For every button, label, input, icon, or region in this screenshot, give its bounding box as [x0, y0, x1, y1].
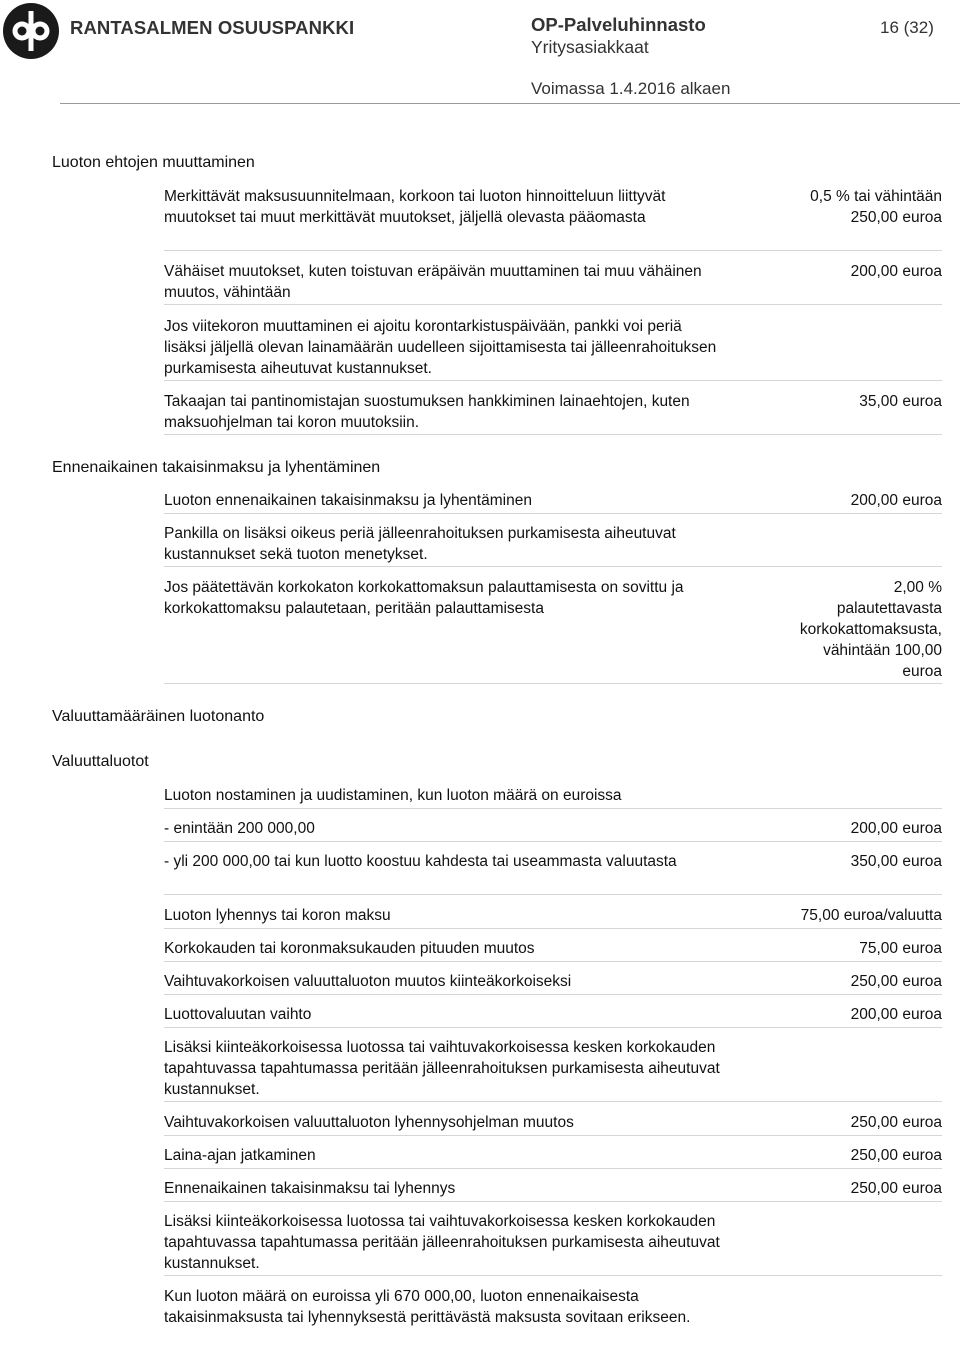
row-price: 200,00 euroa: [850, 492, 942, 509]
section-title-muuttaminen: Luoton ehtojen muuttaminen: [52, 154, 255, 171]
document-subtitle: Yritysasiakkaat: [531, 37, 649, 57]
price-row: [164, 261, 942, 305]
price-row: [164, 1037, 942, 1102]
row-price: 200,00 euroa: [850, 820, 942, 837]
row-price: 250,00 euroa: [850, 1147, 942, 1164]
row-description: Kun luoton määrä on euroissa yli 670 000,00, luoton ennenaikaisesta takaisinmaksusta tai lyhennyksestä perittävästä maksusta sovitaan erikseen.: [164, 1288, 691, 1326]
page-number: 16 (32): [880, 18, 934, 37]
price-row: [164, 1286, 942, 1349]
price-row: [164, 490, 942, 514]
row-description: Luoton ennenaikainen takaisinmaksu ja lyhentäminen: [164, 492, 532, 509]
price-row: [164, 186, 942, 251]
price-row: [164, 1145, 942, 1169]
document-title: OP-Palveluhinnasto: [531, 14, 706, 35]
header-divider: [60, 103, 960, 104]
row-description: Vaihtuvakorkoisen valuuttaluoton muutos kiinteäkorkoiseksi: [164, 973, 572, 990]
row-description: Laina-ajan jatkaminen: [164, 1147, 316, 1164]
section-title-ennenaikainen: Ennenaikainen takaisinmaksu ja lyhentäminen: [52, 459, 381, 476]
row-description: - enintään 200 000,00: [164, 820, 315, 837]
price-row: [164, 1211, 942, 1276]
price-row: [164, 905, 942, 929]
price-row: [164, 577, 942, 684]
row-description: Takaajan tai pantinomistajan suostumuksen hankkiminen lainaehtojen, kuten maksuohjelman tai koron muutoksiin.: [164, 393, 690, 431]
price-row: [164, 938, 942, 962]
op-logo-icon: [2, 2, 60, 60]
price-row: [164, 971, 942, 995]
row-price: 350,00 euroa: [850, 853, 942, 870]
row-description: Lisäksi kiinteäkorkoisessa luotossa tai vaihtuvakorkoisessa kesken korkokauden tapahtuvassa tapahtumassa peritään jälleenrahoituksen purkamisesta aiheutuvat kustannukset.: [164, 1213, 720, 1272]
row-description: Merkittävät maksusuunnitelmaan, korkoon tai luoton hinnoitteluun liittyvät muutokset tai muut merkittävät muutokset, jäljellä olevasta pääomasta: [164, 188, 666, 226]
row-price: 250,00 euroa: [850, 1180, 942, 1197]
row-description: Jos viitekoron muuttaminen ei ajoitu korontarkistuspäivään, pankki voi periä lisäksi jäljellä olevan lainamäärän uudelleen sijoittamisesta tai jälleenrahoituksen purkamisesta aiheutuvat kustannukset.: [164, 318, 717, 377]
row-price: 75,00 euroa/valuutta: [800, 907, 942, 924]
row-description: Vaihtuvakorkoisen valuuttaluoton lyhennysohjelman muutos: [164, 1114, 574, 1131]
row-price: 200,00 euroa: [850, 263, 942, 280]
row-price: 35,00 euroa: [859, 393, 942, 410]
row-description: Korkokauden tai koronmaksukauden pituuden muutos: [164, 940, 535, 957]
validity-date: Voimassa 1.4.2016 alkaen: [531, 79, 731, 98]
row-description: Ennenaikainen takaisinmaksu tai lyhennys: [164, 1180, 456, 1197]
price-row: [164, 1178, 942, 1202]
page-header: [0, 0, 960, 110]
row-description: Luottovaluutan vaihto: [164, 1006, 312, 1023]
row-price: 2,00 % palautettavasta korkokattomaksusta, vähintään 100,00 euroa: [799, 579, 942, 680]
row-price: 0,5 % tai vähintään 250,00 euroa: [810, 188, 942, 226]
row-description: Jos päätettävän korkokaton korkokattomaksun palauttamisesta on sovittu ja korkokattomaksu palautetaan, peritään palauttamisesta: [164, 579, 684, 617]
bank-name: RANTASALMEN OSUUSPANKKI: [70, 17, 355, 38]
row-price: 250,00 euroa: [850, 973, 942, 990]
price-row: [164, 316, 942, 381]
price-row: [164, 1004, 942, 1028]
row-description: Luoton lyhennys tai koron maksu: [164, 907, 391, 924]
price-row: [164, 818, 942, 842]
section-title-valuutta: Valuuttamääräinen luotonanto: [52, 708, 265, 725]
row-description: Pankilla on lisäksi oikeus periä jälleenrahoituksen purkamisesta aiheutuvat kustannukset sekä tuoton menetykset.: [164, 525, 676, 563]
price-row: [164, 523, 942, 567]
price-row: [164, 391, 942, 435]
row-description: Luoton nostaminen ja uudistaminen, kun luoton määrä on euroissa: [164, 787, 622, 804]
section-subtitle-valuuttaluotot: Valuuttaluotot: [52, 753, 149, 770]
row-price: 200,00 euroa: [850, 1006, 942, 1023]
row-description: Vähäiset muutokset, kuten toistuvan eräpäivän muuttaminen tai muu vähäinen muutos, vähintään: [164, 263, 702, 301]
price-row: [164, 851, 942, 895]
row-description: - yli 200 000,00 tai kun luotto koostuu kahdesta tai useammasta valuutasta: [164, 853, 677, 870]
row-price: 75,00 euroa: [859, 940, 942, 957]
price-row: [164, 785, 942, 809]
row-price: 250,00 euroa: [850, 1114, 942, 1131]
price-row: [164, 1112, 942, 1136]
row-description: Lisäksi kiinteäkorkoisessa luotossa tai vaihtuvakorkoisessa kesken korkokauden tapahtuvassa tapahtumassa peritään jälleenrahoituksen purkamisesta aiheutuvat kustannukset.: [164, 1039, 720, 1098]
